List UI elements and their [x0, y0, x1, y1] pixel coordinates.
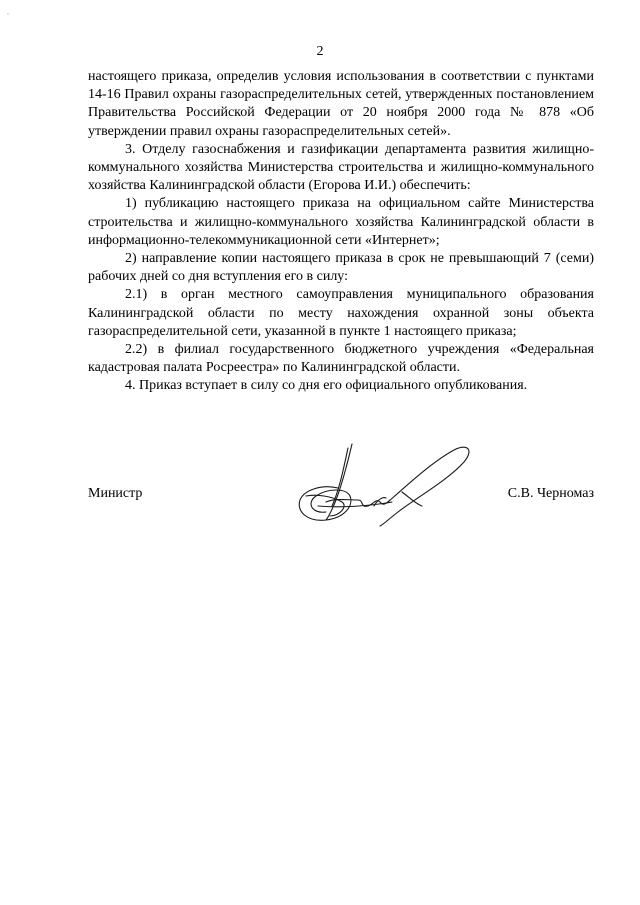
corner-mark: " [7, 13, 10, 20]
page-number: 2 [316, 44, 324, 59]
signatory-title: Министр [88, 486, 143, 501]
paragraph-item-3-1: 1) публикацию настоящего приказа на официальном сайте Министерства строительства и жилищно-коммунального хозяйства Калининградской области в информационно-телекоммуникационной сети «Интернет»; [88, 196, 594, 248]
handwritten-signature [282, 436, 482, 536]
document-body [88, 68, 594, 396]
paragraph-item-2-1: 2.1) в орган местного самоуправления муниципального образования Калининградской области по месту нахождения охранной зоны объекта газораспределительной сети, указанной в пункте 1 настоящего приказа; [88, 287, 594, 339]
paragraph-item-3: 3. Отделу газоснабжения и газификации департамента развития жилищно-коммунального хозяйства Министерства строительства и жилищно-коммунального хозяйства Калининградской области (Егорова И.И.) обеспечить: [88, 141, 594, 194]
paragraph-item-3-2: 2) направление копии настоящего приказа в срок не превышающий 7 (семи) рабочих дней со дня вступления его в силу: [88, 251, 594, 285]
signatory-name: С.В. Черномаз [507, 486, 594, 501]
paragraph-item-4: 4. Приказ вступает в силу со дня его официального опубликования. [125, 378, 528, 394]
paragraph-item-2-2: 2.2) в филиал государственного бюджетного учреждения «Федеральная кадастровая палата Росреестра» по Калининградской области. [88, 342, 594, 376]
paragraph-continuation: настоящего приказа, определив условия использования в соответствии с пунктами 14-16 Правил охраны газораспределительных сетей, утвержденных постановлением Правительства Российской Федерации от 20 ноября 2000 года № 878 «Об утверждении правил охраны газораспределительных сетей». [88, 69, 594, 139]
